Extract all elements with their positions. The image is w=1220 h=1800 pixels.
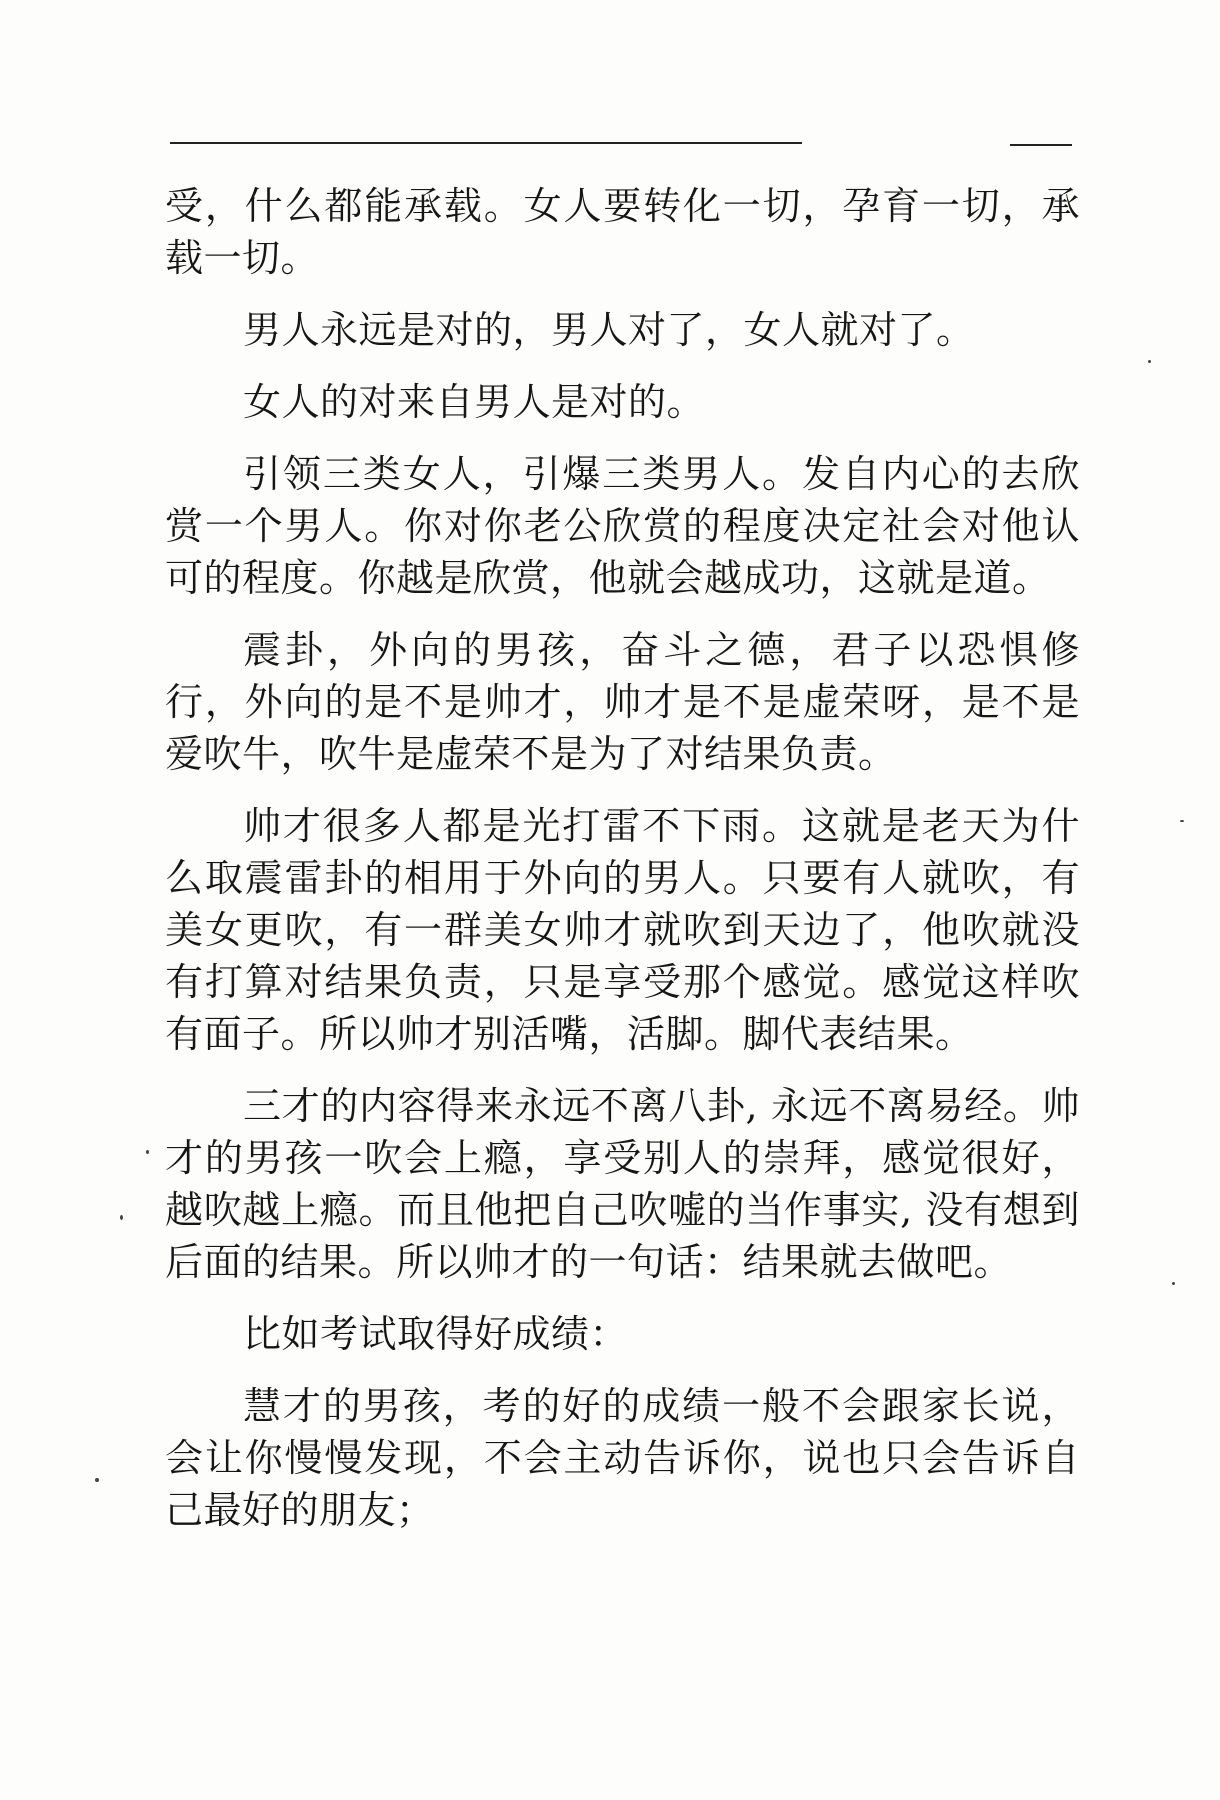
paragraph: 三才的内容得来永远不离八卦, 永远不离易经。帅才的男孩一吹会上瘾，享受别人的崇拜，感觉很好，越吹越上瘾。而且他把自己吹嘘的当作事实, 没有想到后面的结果。所以帅才的一句话：结果就去做吧。	[165, 1084, 1080, 1284]
scan-speck	[1172, 1282, 1175, 1285]
scan-speck	[1148, 360, 1151, 363]
paragraph: 震卦，外向的男孩，奋斗之德，君子以恐惧修行，外向的是不是帅才，帅才是不是虚荣呀，是不是爱吹牛，吹牛是虚荣不是为了对结果负责。	[165, 628, 1080, 776]
header-rule	[170, 142, 802, 144]
paragraph: 引领三类女人，引爆三类男人。发自内心的去欣赏一个男人。你对你老公欣赏的程度决定社会对他认可的程度。你越是欣赏，他就会越成功，这就是道。	[165, 452, 1080, 600]
header-rule-short	[1010, 144, 1072, 146]
paragraph: 慧才的男孩，考的好的成绩一般不会跟家长说，会让你慢慢发现，不会主动告诉你，说也只会告诉自己最好的朋友；	[165, 1384, 1080, 1532]
paragraph: 男人永远是对的，男人对了，女人就对了。	[243, 308, 975, 352]
paragraph: 比如考试取得好成绩：	[243, 1312, 629, 1356]
scan-speck	[1180, 820, 1184, 822]
paragraph: 帅才很多人都是光打雷不下雨。这就是老天为什么取震雷卦的相用于外向的男人。只要有人就吹，有美女更吹，有一群美女帅才就吹到天边了，他吹就没有打算对结果负责，只是享受那个感觉。感觉这样吹有面子。所以帅才别活嘴，活脚。脚代表结果。	[165, 804, 1080, 1056]
scan-speck	[146, 1150, 149, 1154]
body-text	[165, 180, 1080, 1556]
scan-speck	[120, 1215, 123, 1220]
scan-speck	[95, 1478, 99, 1482]
paragraph: 女人的对来自男人是对的。	[243, 380, 706, 424]
paragraph-continued: 受，什么都能承载。女人要转化一切，孕育一切，承载一切。	[165, 184, 1080, 280]
